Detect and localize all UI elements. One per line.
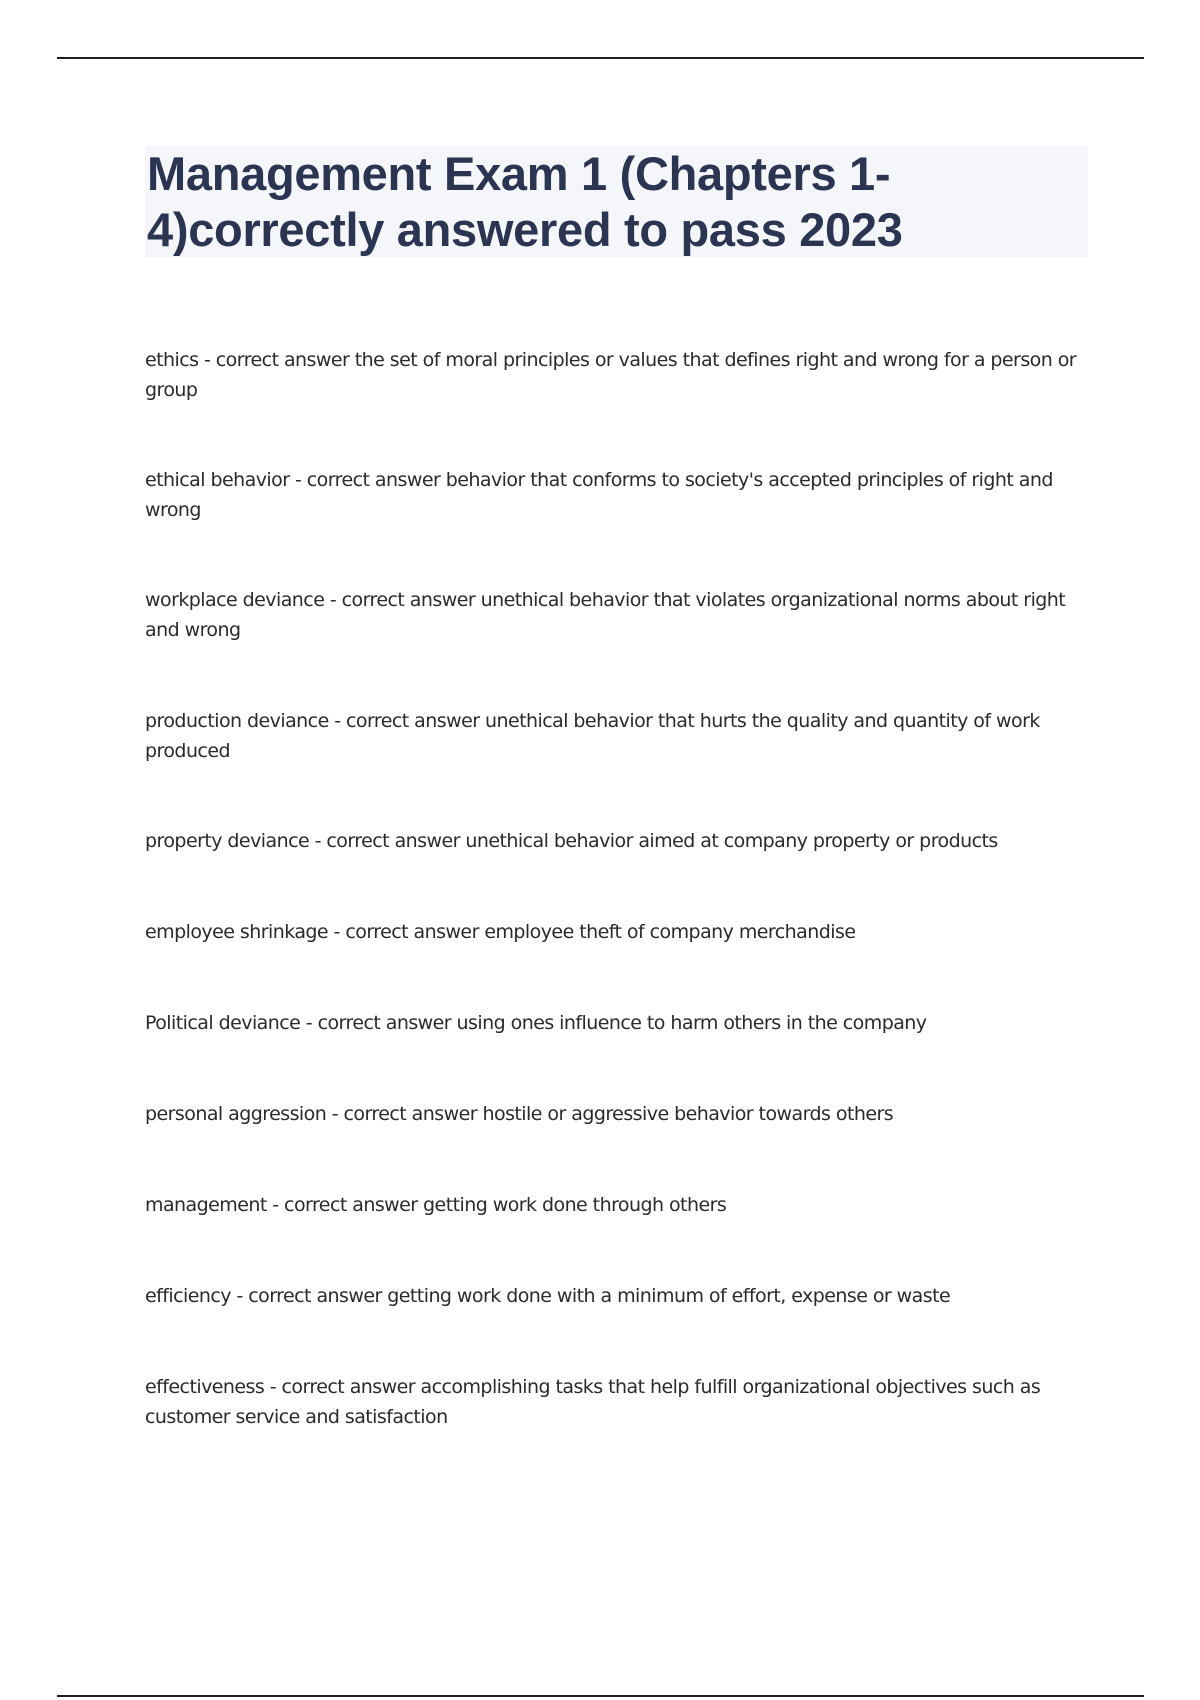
glossary-entry: efficiency - correct answer getting work done with a minimum of effort, expense or waste	[145, 1285, 951, 1307]
bottom-divider	[57, 1695, 1144, 1697]
glossary-entry: personal aggression - correct answer hostile or aggressive behavior towards others	[145, 1103, 894, 1125]
title-banner	[145, 146, 1088, 257]
top-divider	[57, 57, 1144, 59]
glossary-entry: property deviance - correct answer unethical behavior aimed at company property or products	[145, 830, 998, 852]
glossary-entry: ethics - correct answer the set of moral principles or values that defines right and wrong for a person or group	[145, 349, 1077, 401]
glossary-entry: workplace deviance - correct answer unethical behavior that violates organizational norms about right and wrong	[145, 589, 1066, 641]
glossary-entry: management - correct answer getting work done through others	[145, 1194, 727, 1216]
glossary-entry: ethical behavior - correct answer behavior that conforms to society's accepted principles of right and wrong	[145, 469, 1053, 521]
glossary-entry: Political deviance - correct answer using ones influence to harm others in the company	[145, 1012, 927, 1034]
glossary-entry: production deviance - correct answer unethical behavior that hurts the quality and quantity of work produced	[145, 710, 1040, 762]
document-title: Management Exam 1 (Chapters 1-4)correctly answered to pass 2023	[147, 147, 903, 256]
glossary-entry: employee shrinkage - correct answer employee theft of company merchandise	[145, 921, 856, 943]
glossary-entry: effectiveness - correct answer accomplishing tasks that help fulfill organizational objectives such as customer service and satisfaction	[145, 1376, 1041, 1428]
